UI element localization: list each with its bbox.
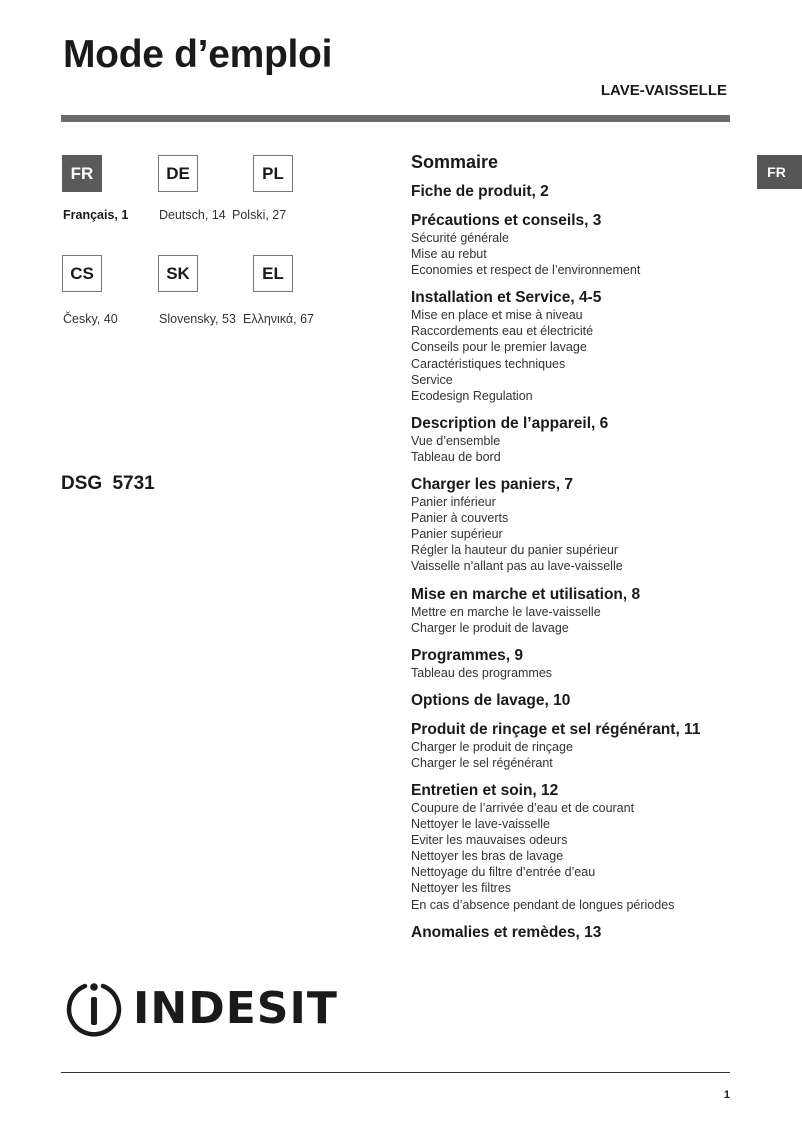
toc-section bbox=[411, 781, 751, 913]
toc-subitem[interactable]: Mise en place et mise à niveau bbox=[411, 308, 583, 323]
toc-subitem[interactable]: Charger le produit de rinçage bbox=[411, 739, 573, 754]
toc-subitem[interactable]: Service bbox=[411, 372, 453, 387]
toc-subitem[interactable]: Nettoyer les filtres bbox=[411, 881, 512, 896]
product-type: LAVE-VAISSELLE bbox=[600, 82, 727, 99]
toc-section-title[interactable]: Programmes, 9 bbox=[411, 646, 523, 664]
toc-subitem[interactable]: Ecodesign Regulation bbox=[411, 388, 533, 403]
lang-label-sk[interactable]: Slovensky, 53 bbox=[159, 312, 236, 326]
lang-box-de[interactable]: DE bbox=[158, 155, 198, 192]
toc-subitem[interactable]: Nettoyer le lave-vaisselle bbox=[411, 817, 550, 832]
toc-subitem[interactable]: Vue d’ensemble bbox=[411, 433, 501, 448]
toc-section-title[interactable]: Mise en marche et utilisation, 8 bbox=[411, 585, 641, 603]
toc-subitem[interactable]: Coupure de l’arrivée d’eau et de courant bbox=[411, 800, 635, 815]
brand-name: INDESIT bbox=[133, 982, 338, 1034]
toc-subitem[interactable]: Mettre en marche le lave-vaisselle bbox=[411, 604, 601, 619]
lang-box-fr[interactable]: FR bbox=[62, 155, 102, 192]
lang-label-pl[interactable]: Polski, 27 bbox=[232, 208, 287, 222]
toc-subitem[interactable]: Raccordements eau et électricité bbox=[411, 324, 594, 339]
lang-box-sk[interactable]: SK bbox=[158, 255, 198, 292]
toc-subitem[interactable]: En cas d’absence pendant de longues périodes bbox=[411, 897, 675, 912]
indesit-i-logo-icon bbox=[63, 977, 125, 1039]
lang-label-el[interactable]: Ελληνικά, 67 bbox=[243, 312, 314, 326]
toc-subitem[interactable]: Caractéristiques techniques bbox=[411, 356, 566, 371]
toc-section bbox=[411, 414, 751, 465]
toc-subitem[interactable]: Tableau de bord bbox=[411, 449, 501, 464]
toc-subitem[interactable]: Charger le sel régénérant bbox=[411, 755, 553, 770]
toc-section bbox=[411, 585, 751, 636]
toc-subitem[interactable]: Tableau des programmes bbox=[411, 665, 553, 680]
toc-section bbox=[411, 288, 751, 404]
lang-box-pl[interactable]: PL bbox=[253, 155, 293, 192]
toc-heading: Sommaire bbox=[411, 152, 499, 172]
toc-section bbox=[411, 923, 751, 942]
toc-section-title[interactable]: Options de lavage, 10 bbox=[411, 691, 571, 709]
toc-sections bbox=[411, 182, 751, 942]
language-side-tab: FR bbox=[757, 155, 802, 189]
toc-section-title[interactable]: Précautions et conseils, 3 bbox=[411, 212, 602, 229]
brand-logo bbox=[63, 977, 338, 1039]
toc-subitem[interactable]: Eviter les mauvaises odeurs bbox=[411, 833, 568, 848]
toc-section bbox=[411, 182, 751, 201]
lang-label-cs[interactable]: Česky, 40 bbox=[63, 312, 118, 326]
toc-section-title[interactable]: Anomalies et remèdes, 13 bbox=[411, 923, 602, 941]
toc-section bbox=[411, 646, 751, 681]
toc-subitem[interactable]: Mise au rebut bbox=[411, 247, 487, 262]
toc-subitem[interactable]: Sécurité générale bbox=[411, 231, 509, 245]
toc-section bbox=[411, 720, 751, 771]
model-number: DSG 5731 bbox=[61, 473, 155, 494]
toc-section-title[interactable]: Fiche de produit, 2 bbox=[411, 183, 549, 200]
lang-label-fr[interactable]: Français, 1 bbox=[63, 208, 129, 222]
toc-subitem[interactable]: Panier supérieur bbox=[411, 527, 503, 542]
toc-subitem[interactable]: Vaisselle n’allant pas au lave-vaisselle bbox=[411, 559, 623, 574]
toc-section bbox=[411, 475, 751, 574]
toc-subitem[interactable]: Charger le produit de lavage bbox=[411, 620, 569, 635]
toc-subitem[interactable]: Nettoyage du filtre d’entrée d’eau bbox=[411, 865, 596, 880]
page-number: 1 bbox=[723, 1089, 730, 1101]
table-of-contents bbox=[411, 152, 751, 952]
header-divider bbox=[61, 115, 730, 122]
lang-box-cs[interactable]: CS bbox=[62, 255, 102, 292]
toc-subitem[interactable]: Régler la hauteur du panier supérieur bbox=[411, 543, 619, 558]
toc-subitem[interactable]: Nettoyer les bras de lavage bbox=[411, 849, 564, 864]
lang-label-de[interactable]: Deutsch, 14 bbox=[159, 208, 226, 222]
toc-section bbox=[411, 211, 751, 278]
toc-section-title[interactable]: Installation et Service, 4-5 bbox=[411, 289, 602, 307]
toc-section-title[interactable]: Produit de rinçage et sel régénérant, 11 bbox=[411, 720, 701, 738]
lang-box-el[interactable]: EL bbox=[253, 255, 293, 292]
toc-section-title[interactable]: Entretien et soin, 12 bbox=[411, 781, 559, 799]
toc-subitem[interactable]: Panier à couverts bbox=[411, 511, 509, 526]
toc-subitem[interactable]: Conseils pour le premier lavage bbox=[411, 340, 587, 355]
toc-subitem[interactable]: Panier inférieur bbox=[411, 495, 496, 510]
toc-section-title[interactable]: Description de l’appareil, 6 bbox=[411, 414, 609, 432]
toc-subitem[interactable]: Economies et respect de l’environnement bbox=[411, 263, 641, 278]
page-title: Mode d’emploi bbox=[63, 33, 333, 76]
footer-divider bbox=[61, 1072, 730, 1073]
toc-section-title[interactable]: Charger les paniers, 7 bbox=[411, 476, 573, 494]
toc-section bbox=[411, 691, 751, 710]
